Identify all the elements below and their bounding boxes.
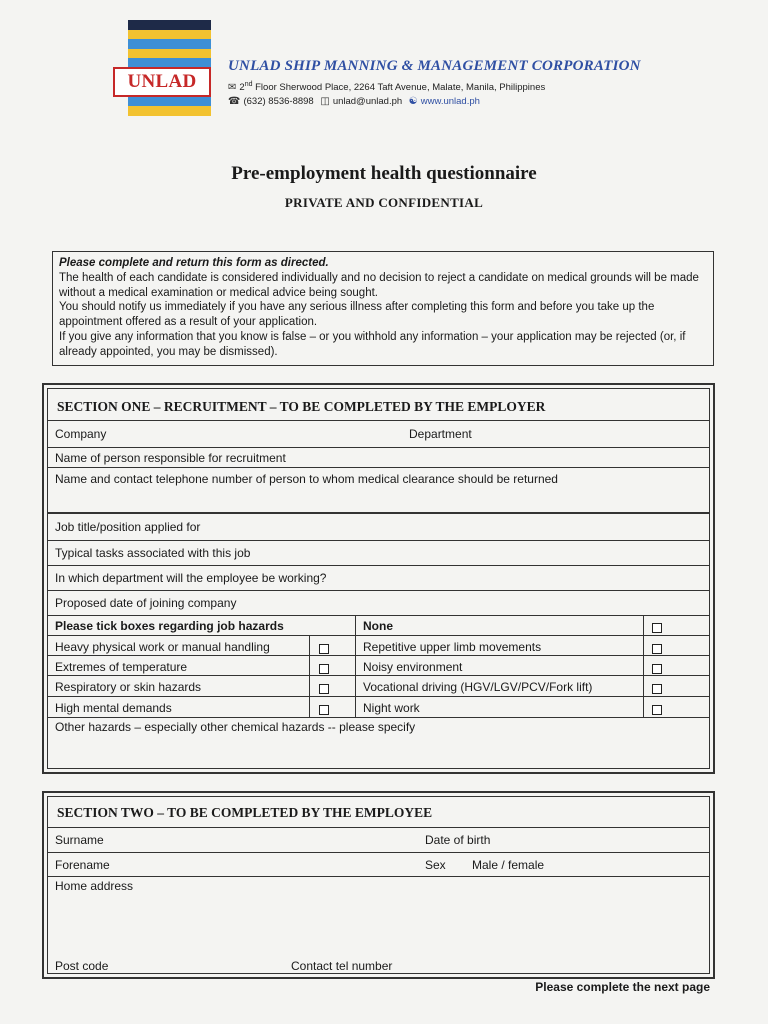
company-field[interactable]: Company [55,427,107,441]
divider [48,540,709,541]
hazard-label: Extremes of temperature [55,660,188,674]
dob-field[interactable]: Date of birth [425,833,491,847]
sex-label: Sex [425,858,446,872]
divider [48,512,709,514]
hazard-repetitive-movements-checkbox[interactable] [652,644,662,654]
envelope-icon: ✉ [228,82,237,94]
contact-tel-field[interactable]: Contact tel number [291,959,393,973]
divider [643,615,644,717]
company-email: unlad@unlad.ph [332,96,403,107]
divider [48,467,709,468]
address-sup: nd [244,81,253,88]
divider [48,696,709,697]
divider [48,675,709,676]
divider [48,447,709,448]
company-phone: (632) 8536-8898 [243,96,314,107]
logo-stripe [128,49,211,58]
typical-tasks-field[interactable]: Typical tasks associated with this job [55,546,251,560]
divider [48,717,709,718]
post-code-field[interactable]: Post code [55,959,109,973]
hazard-label: Night work [363,701,420,715]
hazard-night-work-checkbox[interactable] [652,705,662,715]
instructions-lead: Please complete and return this form as directed. [59,257,329,269]
instructions-box [52,251,714,366]
section-one-title: SECTION ONE – RECRUITMENT – TO BE COMPLETED BY THE EMPLOYER [57,399,546,414]
medical-clearance-contact-field[interactable]: Name and contact telephone number of person to whom medical clearance should be returned [55,472,558,486]
address-rest: Floor Sherwood Place, 2264 Taft Avenue, Malate, Manila, Philippines [252,82,546,94]
logo-stripe [128,20,211,30]
department-field[interactable]: Department [409,427,472,441]
unlad-logo [113,20,211,116]
page-subtitle: PRIVATE AND CONFIDENTIAL [284,195,484,210]
company-address [228,81,545,93]
work-department-field[interactable]: In which department will the employee be working? [55,571,327,585]
footer-note: Please complete the next page [535,980,710,994]
hazard-none-checkbox[interactable] [652,623,662,633]
company-name: UNLAD SHIP MANNING & MANAGEMENT CORPORATION [228,58,641,74]
address-prefix: 2 [239,82,245,94]
hazard-respiratory-checkbox[interactable] [319,684,329,694]
mail-icon: ◫ [320,96,330,107]
hazards-header: Please tick boxes regarding job hazards [55,619,284,633]
job-title-field[interactable]: Job title/position applied for [55,520,201,534]
company-contact [228,96,480,107]
divider [48,590,709,591]
divider [48,615,709,616]
hazard-temperature-checkbox[interactable] [319,664,329,674]
divider [48,655,709,656]
other-hazards-field[interactable]: Other hazards – especially other chemical hazards -- please specify [55,720,416,734]
logo-stripe [128,106,211,116]
logo-text: UNLAD [127,71,197,92]
hazard-mental-checkbox[interactable] [319,705,329,715]
divider [48,635,709,636]
globe-icon: ☯ [408,96,418,107]
company-website[interactable]: www.unlad.ph [420,96,480,107]
divider [48,565,709,566]
divider [48,420,709,421]
sex-options[interactable]: Male / female [472,858,545,872]
instructions-line: The health of each candidate is considered individually and no decision to reject a candidate on medical grounds will be made without a medical examination or medical advice being sought. [59,271,699,299]
divider [48,827,709,828]
surname-field[interactable]: Surname [55,833,104,847]
logo-stripe [128,30,211,39]
home-address-field[interactable]: Home address [55,879,134,893]
hazard-driving-checkbox[interactable] [652,684,662,694]
hazard-label: Repetitive upper limb movements [363,640,542,654]
hazard-label: Vocational driving (HGV/LGV/PCV/Fork lift) [363,680,593,694]
section-one [42,383,715,774]
hazard-heavy-work-checkbox[interactable] [319,644,329,654]
hazard-label: Respiratory or skin hazards [55,680,202,694]
divider [48,876,709,877]
section-one-grid [47,388,710,769]
logo-stripe [128,97,211,106]
page-title: Pre-employment health questionnaire [231,163,537,184]
divider [355,615,356,717]
forename-field[interactable]: Forename [55,858,110,872]
section-two-title: SECTION TWO – TO BE COMPLETED BY THE EMPLOYEE [57,805,433,820]
hazard-label: Noisy environment [363,660,463,674]
recruiter-name-field[interactable]: Name of person responsible for recruitment [55,451,286,465]
hazard-label: Heavy physical work or manual handling [55,640,270,654]
instructions-line: You should notify us immediately if you have any serious illness after completing this form and before you take up the appointment offered as a result of your application. [59,301,655,329]
instructions-line: If you give any information that you know is false – or you withhold any information – your application may be rejected (or, if already appointed, you may be dismissed). [59,330,686,358]
logo-wordmark-box [113,67,211,97]
hazard-label: High mental demands [55,701,172,715]
divider [48,852,709,853]
hazard-none-label: None [363,619,393,633]
section-two-grid [47,796,710,974]
section-two [42,791,715,979]
divider [309,635,310,717]
hazard-noise-checkbox[interactable] [652,664,662,674]
phone-icon: ☎ [228,96,241,107]
logo-stripe [128,39,211,49]
joining-date-field[interactable]: Proposed date of joining company [55,596,237,610]
